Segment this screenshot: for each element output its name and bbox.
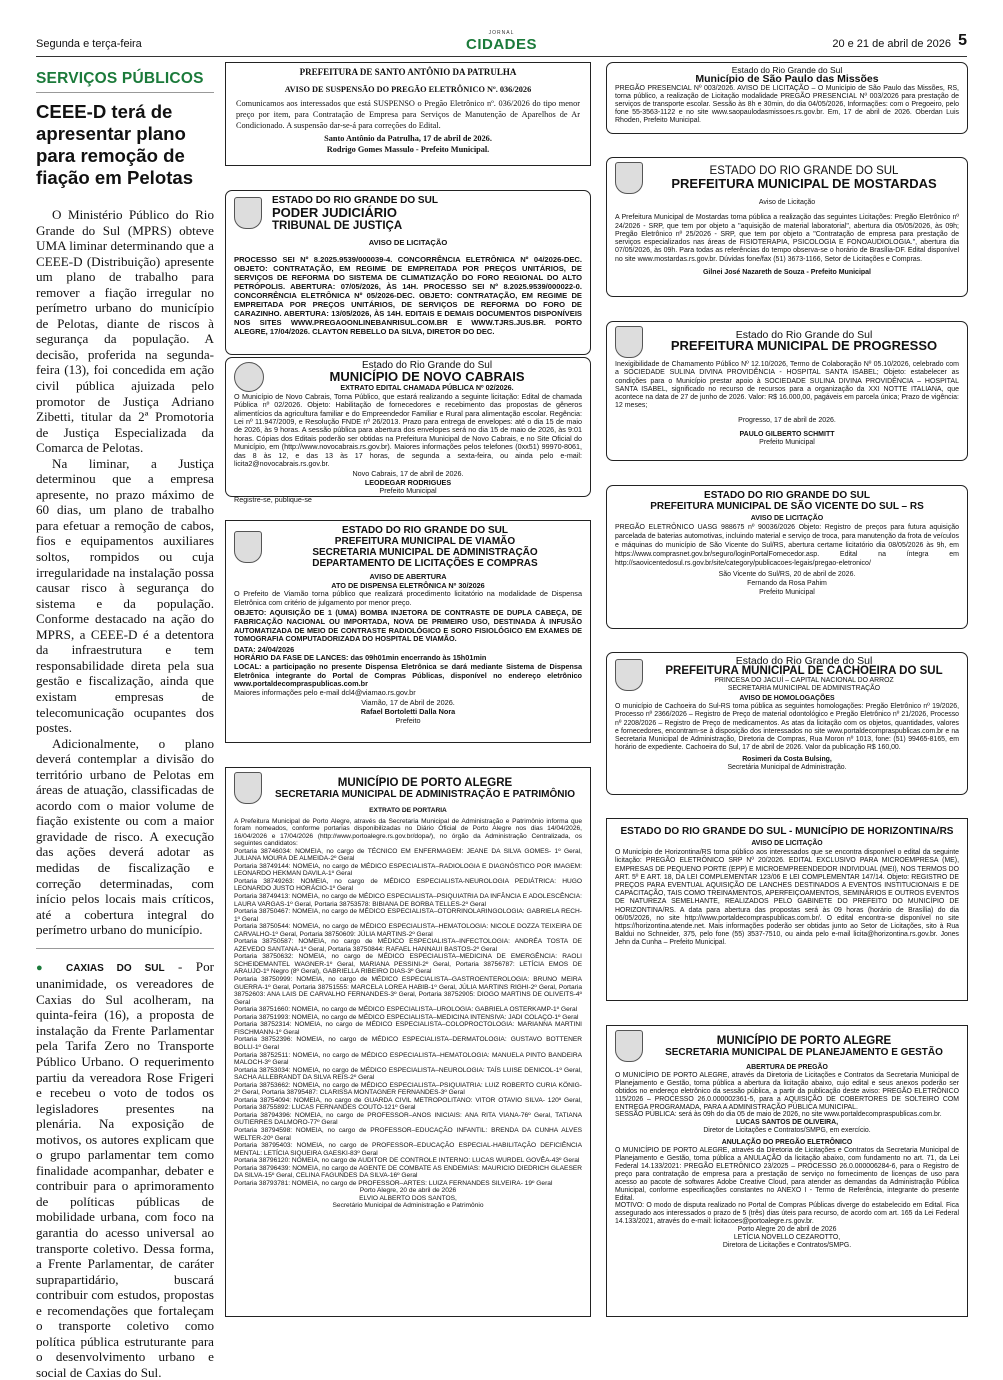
cachoeira-role: Secretária Municipal de Administração. <box>727 764 847 772</box>
poa-adm-intro: A Prefeitura Municipal de Porto Alegre, através da Secretaria Municipal de Administração e Patrimônio informa que foram nomeados, conforme portarias disponibilizadas no Diário Oficial de Porto Alegre nos dias 14/04/2026, 16/04/2026 e 17/04/2026 (http://www.portoalegre.rs.gov.br/dopa/), no órgão da Administração Centralizada, os seguintes candidatos: <box>234 817 582 848</box>
poa-plan-p3: MOTIVO: O modo de disputa realizado no Portal de Compras Públicas diverge do estabelecido em Edital. Fica assegurado aos interessados o prazo de 5 (três) dias úteis para recurso, de acordo com art. 165 da Lei Federal 14.133/2021, através do e-mail: licitacoes@portoalegre.rs.gov.br. <box>615 1202 959 1226</box>
brasao-cachoeira-icon <box>615 659 643 691</box>
article-paragraph-3: Adicionalmente, o plano deverá contemplar a divisão do território urbano de Pelotas em áreas de atuação, classificadas de acordo com o maior volume de fiação existente ou com a maior gravidade de risco. A execução das ações deverá adotar as medidas de fiscalização e correção determinadas, com início pelos locais mais críticos, até a cobertura integral do perímetro urbano do município. <box>36 735 214 938</box>
sao-vicente-title: PREFEITURA MUNICIPAL DE SÃO VICENTE DO SUL – RS <box>650 501 924 512</box>
santo-antonio-sign: Rodrigo Gomes Massulo - Prefeito Municipal. <box>326 145 490 154</box>
portaria-item: Portaria 38750999: NOMEIA, no cargo de MÉDICO ESPECIALISTA–GASTROENTEROLOGIA: BRUNO MEIRA GUERRA-1º Geral, Portaria 38751555: MARCELA LOREA HABIB-1º Geral, JÚLIA MARTINS RIGHI-2º Geral, Portaria 38752603: ANA LAIS DE CARVALHO FERNANDES-3º Geral, Portaria 38752905: DIOGO MARTINS DE OLIVEITS-4º Geral <box>234 976 582 1006</box>
ad-porto-alegre-planejamento <box>606 1025 968 1317</box>
poa-plan-place: Porto Alegre 20 de abril de 2026 <box>737 1226 837 1234</box>
portaria-item: Portaria 38749263: NOMEIA, no cargo de MÉDICO ESPECIALISTA-NEUROLOGIA PEDIÁTRICA: HUGO LEONARDO JUSTO HORÁCIO-1º Geral <box>234 877 582 893</box>
novo-cabrais-text: O Município de Novo Cabrais, Torna Público, que estará realizando a seguinte licitação: Edital de chamada Pública nº 02/2026. Objeto: Habilitação de fornecedores e recebimento das propostas de gêneros alimentícios da agricultura familiar e do Empreendedor Familiar e Rural para alimentação escolar. Regência: Lei nº 11.947/2009, e Resolução FNDE nº 26/2013. Prazo para entrega de envelopes: até o dia 15 de maio de 2026, às 9 horas. A sessão pública para abertura dos envelopes será no dia 15 de maio de 2026, às 9:01 horas. Cópias dos Editais poderão ser obtidas na Prefeitura Municipal de Novo Cabrais, e no Site Oficial do Município, em (http://www.novocabrais.rs.gov.br). Maiores informações pelos telefones (0xx51) 99970-8061, das 8 às 12, e das 13 às 17 horas, de segunda a sexta-feira, ou ainda pelo e-mail: licita2@novocabrais.rs.gov.br. <box>234 391 582 469</box>
poa-plan-r1: Diretor de Licitações e Contratos/SMPG, em exercício. <box>703 1127 871 1135</box>
viamao-state: ESTADO DO RIO GRANDE DO SUL <box>342 525 508 536</box>
article-column <box>36 70 214 1380</box>
viamao-data: DATA: 24/04/2026 <box>234 644 295 654</box>
viamao-departamento: DEPARTAMENTO DE LICITAÇÕES E COMPRAS <box>312 558 538 569</box>
poa-plan-h2: ANULAÇÃO DO PREGÃO ELETRÔNICO <box>721 1139 853 1147</box>
santo-antonio-title: PREFEITURA DE SANTO ANTÔNIO DA PATRULHA <box>299 67 517 77</box>
brasao-porto-alegre-icon <box>234 772 262 804</box>
cachoeira-sub3: AVISO DE HOMOLOGAÇÕES <box>739 695 835 703</box>
poa-plan-subtitle: SECRETARIA MUNICIPAL DE PLANEJAMENTO E GESTÃO <box>665 1046 943 1058</box>
portaria-item: Portaria 38751993: NOMEIA, no cargo de MÉDICO ESPECIALISTA–MEDICINA INTENSIVA: JADI COLAÇO-1º Geral <box>234 1013 579 1021</box>
poa-adm-sub2: EXTRATO DE PORTARIA <box>369 807 447 814</box>
ad-sao-paulo-missoes <box>606 62 968 134</box>
cachoeira-state: Estado do Rio Grande do Sul <box>735 655 873 667</box>
section-title: SERVIÇOS PÚBLICOS <box>36 70 204 87</box>
progresso-role: Prefeito Municipal <box>759 439 815 447</box>
caxias-paragraph <box>36 959 214 1380</box>
portaria-item: Portaria 38793781: NOMEIA, no cargo de PROFESSOR–ARTES: LUIZA FERNANDES SILVEIRA- 19º Geral <box>234 1179 553 1187</box>
portaria-item: Portaria 38794598: NOMEIA, no cargo de PROFESSOR–EDUCAÇÃO INFANTIL: BRENDA DA CUNHA ALVES WELTER-20º Geral <box>234 1126 582 1142</box>
mostardas-sign: Gilnei José Nazareth de Souza - Prefeito Municipal <box>702 269 872 277</box>
spm-title: Município de São Paulo das Missões <box>695 73 879 86</box>
sao-vicente-state: ESTADO DO RIO GRANDE DO SUL <box>704 490 870 501</box>
poa-plan-s1: LUCAS SANTOS DE OLIVEIRA, <box>735 1119 839 1127</box>
portaria-item: Portaria 38750587: NOMEIA, no cargo de MÉDICO ESPECIALISTA–INFECTOLOGIA: ANDRÉA TOSTA DE AZEVEDO SANTANA-1º Geral, Portaria 38750844: RAFAEL HANNAUI BASTOS-2º Geral <box>234 938 582 953</box>
viamao-text: O Prefeito de Viamão torna público que realizará procedimento licitatório na modalidade de Dispensa Eletrônica com critério de julgamento por menor preço. <box>234 589 582 607</box>
judiciario-subtitle: AVISO DE LICITAÇÃO <box>368 238 448 247</box>
portaria-item: Portaria 38794396: NOMEIA, no cargo de PROFESSOR–ANOS INICIAIS: ANA RITA VIANA-76º Geral, TATIANA GUTIERRES DALMORO-77º Geral <box>234 1111 582 1127</box>
poa-plan-p2: O MUNICÍPIO DE PORTO ALEGRE, através da Diretoria de Licitações e Contratos da Secretaria Municipal de Planejamento e Gestão, torna pública a ANULAÇÃO da licitação abaixo, com fundamento no art. 71, da Lei Federal 14.133/2021: PREGÃO ELETRÔNICO 23/2025 – PROCESSO 26.0.000006284-6, para o Registro de preço para contratação de empresa para a prestação de serviço no fornecimento de licenças de uso para acesso ao pacote de softwares Adobe Creative Cloud, para atender as demandas da Administração Pública Municipal, conforme especificações constantes no ANEXO I - Termo de Referência, integrante do presente Edital. <box>615 1147 959 1202</box>
santo-antonio-subtitle: AVISO DE SUSPENSÃO DO PREGÃO ELETRÔNICO Nº. 036/2026 <box>284 85 532 94</box>
logo-small-text: JORNAL <box>488 30 515 36</box>
article-paragraph-1: O Ministério Público do Rio Grande do Sul (MPRS) obteve UMA liminar determinando que a CEEE-D (Distribuição) apresente um plano de trabalho para remover a fiação irregular no perímetro urbano do município de Pelotas, diante de riscos à segurança da população. A decisão, proferida na segunda-feira (13), foi concedida em ação civil pública ajuizada pelo promotor de Justiça Adriano Zibetti, titular da 2ª Promotoria de Justiça Especializada da Comarca de Pelotas. <box>36 207 214 456</box>
header-days: Segunda e terça-feira <box>36 38 142 50</box>
santo-antonio-text: Comunicamos aos interessados que está SUSPENSO o Pregão Eletrônico nº. 036/2026 do tipo menor preço por item, para Contratação de Empresa para Serviços de Manutenção de Aparelhos de Ar Condicionado. A suspensão dar-se-á para correções do Edital. <box>236 99 580 130</box>
poa-plan-r2: Diretora de Licitações e Contratos/SMPG. <box>722 1241 852 1249</box>
novo-cabrais-role: Prefeito Municipal <box>379 486 437 496</box>
poa-plan-p1b: SESSÃO PÚBLICA: será às 09h do dia 05 de maio de 2026, no site www.portaldecompraspublicas.com.br. <box>615 1111 942 1119</box>
viamao-sign: Rafael Bortoletti Dalla Nora <box>360 706 456 716</box>
poa-adm-title: MUNICÍPIO DE PORTO ALEGRE <box>337 776 513 789</box>
viamao-horario: HORÁRIO DA FASE DE LANCES: das 09h01min encerrando às 15h01min <box>234 653 487 663</box>
ad-santo-antonio <box>225 62 591 166</box>
progresso-sign: PAULO GILBERTO SCHMITT <box>739 431 835 439</box>
portaria-item: Portaria 38752396: NOMEIA, no cargo de MÉDICO ESPECIALISTA–DERMATOLOGIA: GUSTAVO BOTTENER BOLLI-1º Geral <box>234 1036 582 1051</box>
portaria-item: Portaria 38795403: NOMEIA, no cargo de PROFESSOR–EDUCAÇÃO ESPECIAL-HABILITAÇÃO DEFICIÊNCIA MENTAL: LETÍCIA SIQUEIRA GAESKI-83º Geral <box>234 1142 582 1157</box>
sao-vicente-role: Prefeito Municipal <box>759 589 815 596</box>
viamao-place: Viamão, 17 de Abril de 2026. <box>361 698 455 708</box>
portaria-item: Portaria 38751660: NOMEIA, no cargo de MÉDICO ESPECIALISTA–UROLOGIA: GABRIELA OSTERKAMP-1º Geral <box>234 1006 578 1014</box>
judiciario-state: ESTADO DO RIO GRANDE DO SUL <box>272 195 438 206</box>
novo-cabrais-date: Novo Cabrais, 17 de abril de 2026. <box>352 469 464 479</box>
viamao-sub1: AVISO DE ABERTURA <box>369 572 447 581</box>
poa-adm-role: Secretário Municipal de Administração e Patrimônio <box>332 1202 484 1210</box>
portaria-item: Portaria 38752314: NOMEIA, no cargo de MÉDICO ESPECIALISTA–COLOPROCTOLOGIA: MARIANNA MARTINI FISCHMANN-1º Geral <box>234 1021 582 1036</box>
poa-adm-portarias-list <box>234 848 582 1188</box>
sao-vicente-sign: Fernando da Rosa Pahim <box>747 580 827 587</box>
ad-horizontina <box>606 818 968 1001</box>
judiciario-poder: PODER JUDICIÁRIO <box>272 205 397 220</box>
novo-cabrais-state: Estado do Rio Grande do Sul <box>361 360 493 371</box>
viamao-objeto: OBJETO: AQUISIÇÃO DE 1 (UMA) BOMBA INJETORA DE CONTRASTE DE DUPLA CABEÇA, DE FABRICAÇÃO NACIONAL OU IMPORTADA, NOVA DE PRIMEIRO USO, DESTINADA À INFUSÃO AUTOMATIZADA DE MEIO DE CONTRASTE RADIOLÓGICO E SORO FISIOLÓGICO EM EXAMES DE TOMOGRAFIA COMPUTADORIZADA DO HOSPITAL DE VIAMÃO. <box>234 608 582 644</box>
progresso-place: Progresso, 17 de abril de 2026. <box>738 416 836 424</box>
ad-cachoeira <box>606 652 968 795</box>
mostardas-text: A Prefeitura Municipal de Mostardas torna pública a realização das seguintes Licitações: Pregão Eletrônico nº 24/2026 - SRP, que tem por objeto a "aquisição de material laboratorial", abertura dia 05/05/2026, às 09h; Pregão Eletrônico nº 25/2026 - SRP, que tem por objeto a "Contratação de empresa para prestação de serviços especializados nas áreas de FISIOTERAPIA, PSICOLOGIA E FONOAUDIOLOGIA.", abertura dia 07/05/2026, às 09h. Para todas as referências do tempo observa-se o horário de Brasília-DF. Edital disponível no site www.mostardas.rs.gov.br. Dúvidas fone/fax (51) 3673-1166, Setor de Licitações e Compras. <box>615 214 959 263</box>
ad-progresso <box>606 321 968 461</box>
portaria-item: Portaria 38796439: NOMEIA, no cargo de AGENTE DE COMBATE AS ENDEMIAS: MAURICIO DIEDRICH GLAESER DA SILVA-15º Geral, CELINA FAGUNDES DA SILVA-16º Geral <box>234 1164 582 1180</box>
brasao-novo-cabrais-icon <box>234 362 264 392</box>
brasao-viamao-icon <box>234 531 262 563</box>
sao-vicente-sub: AVISO DE LICITAÇÃO <box>750 515 824 522</box>
cachoeira-text: O município de Cachoeira do Sul-RS torna pública as seguintes homologações: Pregão Eletrônico nº 19/2026, Processo nº 2366/2026 – Registro de Preço de material odontológico e Pregão Eletrônico nº 21/2026, Processo nº 2208/2026 – Registro de Preço de medicamentos. As atas da licitação com os objetos, quantidades, valores e fornecedores, encontram-se à disposição dos interessados no site www.portaldecompraspublicas.com.br e na Secretaria Municipal de Administração, Diretoria de Compras, Rua Moron nº 1013, fone: (51) 99465-8165, em horário de expediente. Cachoeira do Sul, 17 de abril de 2026. Valor da publicação R$ 160,00. <box>615 703 959 751</box>
header-date: 20 e 21 de abril de 2026 <box>832 38 951 50</box>
logo-text: CIDADES <box>465 36 538 53</box>
portaria-item: Portaria 38749144: NOMEIA, no cargo de MÉDICO ESPECIALISTA–RADIOLOGIA E DIAGNÓSTICO POR IMAGEM: LEONARDO HEKMAN DAVILA-1º Geral <box>234 862 582 878</box>
viamao-sub2: ATO DE DISPENSA ELETRÔNICA Nº 30/2026 <box>331 580 485 590</box>
novo-cabrais-subtitle: EXTRATO EDITAL CHAMADA PÚBLICA Nº 02/2026. <box>340 383 514 393</box>
newspaper-logo <box>466 30 537 53</box>
article-paragraph-2: Na liminar, a Justiça determinou que a empresa apresente, no prazo máximo de 60 dias, um plano de trabalho para efetuar a remoção de cabos, fios e equipamentos auxiliares soltos, rompidos ou cuja irregularidade na instalação possa causar risco à segurança do sistema e da população. Conforme destacado na ação do MPRS, a CEEE-D é a detentora da infraestrutura e tem responsabilidade direta pela sua gestão e fiscalização, ainda que existam empresas de telecomunicação ocupantes dos postes. <box>36 455 214 736</box>
ad-judiciario <box>225 190 591 355</box>
viamao-secretaria: SECRETARIA MUNICIPAL DE ADMINISTRAÇÃO <box>312 547 538 558</box>
novo-cabrais-footer: Registre-se, publique-se <box>234 494 312 504</box>
judiciario-tribunal: TRIBUNAL DE JUSTIÇA <box>272 220 403 232</box>
ad-sao-vicente <box>606 485 968 629</box>
novo-cabrais-sign: LEODEGAR RODRIGUES <box>364 477 452 487</box>
caxias-text: - Por unanimidade, os vereadores de Caxias do Sul acolheram, na quinta-feira (16), a proposta de instalação da Frente Parlamentar pela Tarifa Zero no Transporte Público Urbano. O requerimento partiu da vereadora Rose Frigeri e recebeu o voto de todos os legisladores presentes na plenária. Na exposição de motivos, os autores explicam que o grupo parlamentar tem como finalidade acompanhar, debater e contribuir para o aprimoramento de políticas públicas de mobilidade urbana, com foco na garantia do acesso universal ao transporte coletivo. Dessa forma, a Frente Parlamentar, de caráter suprapartidário, buscará contribuir com estudos, propostas e recomendações que fortaleçam o transporte coletivo como política pública estruturante para o desenvolvimento urbano e social de Caxias do Sul. <box>36 958 214 1380</box>
poa-adm-place: Porto Alegre, 20 de abril de 2026 <box>359 1187 457 1195</box>
sao-vicente-text: PREGÃO ELETRÔNICO UASG 988675 nº 90036/2026 Objeto: Registro de preços para futura aquisição parcelada de baterias automotivas, incluindo material e serviço de troca, para manutenção da frota de veículos e máquinas do município de São Vicente do Sul/RS, abertura certame licitatório dia 08/05/2026 às 9h, em https://www.comprasnet.gov.br/seguro/loginPortalFornecedor.asp. Edital na íntegra em http://saovicentedosul.rs.gov.br/site/category/publicacoes-legais/pregao-eletronico/ <box>615 524 959 567</box>
poa-adm-sign: ELVIO ALBERTO DOS SANTOS, <box>359 1194 457 1202</box>
article-body <box>36 207 214 1380</box>
portaria-item: Portaria 38750544: NOMEIA, no cargo de MÉDICO ESPECIALISTA–HEMATOLOGIA: NICOLE DOZZA TEIXEIRA DE CARVALHO-1º Geral, Portaria 38750609: JÚLIA MARTINS-2º Geral <box>234 923 582 938</box>
poa-plan-title: MUNICÍPIO DE PORTO ALEGRE <box>716 1034 892 1047</box>
portaria-item: Portaria 38750632: NOMEIA, no cargo de MÉDICO ESPECIALISTA–MEDICINA DE EMERGÊNCIA: RAOLI SCHEIDEMANTEL WAGNER-1º Geral, MARIANA PESSINI-2º Geral, Portaria 38756787: LETÍCIA EMOS DE ARAUJO-1º Negro (8º Geral), GABRIELLA RIBEIRO DIAS-3º Geral <box>234 953 582 976</box>
caxias-location: CAXIAS DO SUL <box>65 962 165 974</box>
cachoeira-sub2: SECRETARIA MUNICIPAL DE ADMINISTRAÇÃO <box>727 685 881 693</box>
brasao-porto-alegre-2-icon <box>615 1030 643 1062</box>
ad-mostardas <box>606 157 968 297</box>
portaria-item: Portaria 38746034: NOMEIA, no cargo de TÉCNICO EM ENFERMAGEM: JEANE DA SILVA GOMES- 1º Geral, JULIANA MOURA DE ALMEIDA-2º Geral <box>234 847 582 863</box>
portaria-item: Portaria 38750467: NOMEIA, no cargo de MÉDICO ESPECIALISTA–OTORRINOLARINGOLOGIA: GABRIELA RECH-1º Geral <box>234 908 582 923</box>
spm-text: PREGÃO PRESENCIAL Nº 003/2026. AVISO DE LICITAÇÃO – O Município de São Paulo das Missões, RS, torna público, a realização de Licitação modalidade PREGÃO PRESENCIAL Nº 003/2026 para prestação de serviços de transporte escolar. Sessão às 8h e 30min, do dia 04/05/2026, Informações: com o Pregoeiro, pelo fone 55-3563-1122 e no site www.saopaulodasmissoes.rs.gov.br. Em, 17 de abril de 2026. Oberdan Luis Rhoden, Prefeito Municipal. <box>615 85 959 125</box>
article-divider <box>36 948 214 949</box>
progresso-title: PREFEITURA MUNICIPAL DE PROGRESSO <box>670 338 938 354</box>
ad-porto-alegre-administracao <box>225 767 591 1317</box>
brasao-mostardas-icon <box>615 162 643 194</box>
poa-adm-subtitle: SECRETARIA MUNICIPAL DE ADMINISTRAÇÃO E PATRIMÔNIO <box>275 788 575 800</box>
article-headline: CEEE-D terá de apresentar plano para remoção de fiação em Pelotas <box>36 101 194 188</box>
horizontina-title: ESTADO DO RIO GRANDE DO SUL - MUNICÍPIO DE HORIZONTINA/RS <box>620 826 954 837</box>
poa-plan-h1: ABERTURA DE PREGÃO <box>746 1064 828 1071</box>
horizontina-sub: AVISO DE LICITAÇÃO <box>751 840 823 847</box>
progresso-text: Inexigibilidade de Chamamento Público Nº 12.10/2026, Termo de Colaboração Nº 05.10/2026, celebrado com a SOCIEDADE SULINA DIVINA PROVIDÊNCIA - HOSPITAL SANTA ISABEL; Objeto: estabelecer as condições para o Município prestar apoio à SOCIEDADE SULINA DIVINA PROVIDÊNCIA – HOSPITAL SANTA ISABEL, significado no recurso de recursos para a organização da XXI NOTTE ITALIANA, que acontece na data de 27 de junho de 2026. Valor: R$ 16.000,00, pagáveis em parcela única; Prazo de vigência: 12 meses; <box>615 361 959 410</box>
section-rule <box>36 92 214 93</box>
viamao-prefeitura: PREFEITURA MUNICIPAL DE VIAMÃO <box>334 536 516 547</box>
ad-novo-cabrais <box>225 357 591 504</box>
page-number: 5 <box>958 32 967 49</box>
brasao-rs-icon <box>234 197 262 229</box>
viamao-info: Maiores informações pelo e-mail dcl4@viamao.rs.gov.br <box>234 687 416 697</box>
progresso-state: Estado do Rio Grande do Sul <box>735 328 873 341</box>
portaria-item: Portaria 38753034: NOMEIA, no cargo de MÉDICO ESPECIALISTA–NEUROLOGIA: TAÍS LUISE DENICOL-1º Geral, SACHA ALLEBRANDT DA SILVA REIS-2º Geral <box>234 1066 582 1082</box>
portaria-item: Portaria 38754094: NOMEIA, no cargo de GUARDA CIVIL METROPOLITANO: VITOR OTAVIO SILVA- 120º Geral, Portaria 38755892: LUCAS FERNANDES COUTO-121º Geral <box>234 1096 582 1112</box>
santo-antonio-place: Santo Antônio da Patrulha, 17 de abril de 2026. <box>324 134 492 143</box>
page-header <box>36 30 967 57</box>
poa-plan-s2: LETÍCIA NOVELLO CEZAROTTO, <box>733 1234 841 1242</box>
portaria-item: Portaria 38749413: NOMEIA, no cargo de MÉDICO ESPECIALISTA–PSIQUIATRIA DA INFÂNCIA E ADOLESCÊNCIA: LAURA VARGAS-1º Geral, Portaria 38753578: BIBIANA DE BORBA TELLES-2º Geral <box>234 893 582 908</box>
judiciario-text: PROCESSO SEI Nº 8.2025.9539/000039-4. CONCORRÊNCIA ELETRÔNICA Nº 04/2026-DEC. OBJETO: CONTRATAÇÃO, EM REGIME DE EMPREITADA POR PREÇOS UNITÁRIOS, DE SERVIÇOS DE REFORMA DO SISTEMA DE CLIMATIZAÇÃO DO FORO REGIONAL DO ALTO PETRÓPOLIS. ABERTURA: 07/05/2026, ÀS 14H. PROCESSO SEI Nº 8.2025.9539/000022-0. CONCORRÊNCIA ELETRÔNICA Nº 05/2026-DEC. OBJETO: CONTRATAÇÃO, EM REGIME DE EMPREITADA POR PREÇOS UNITÁRIOS, DE SERVIÇOS DE REFORMA DO FORO DE CARAZINHO. ABERTURA: 13/05/2026, ÀS 14H. EDITAIS E DEMAIS DOCUMENTOS DISPONÍVEIS NOS SITES WWW.PREGAOONLINEBANRISUL.COM.BR E WWW.TJRS.JUS.BR. PORTO ALEGRE, 17/04/2026. CLAYTON REBELLO DA SILVA, DIRETOR DO DEC. <box>234 255 582 336</box>
portaria-item: Portaria 38753662: NOMEIA, no cargo de MÉDICO ESPECIALISTA–PSIQUIATRIA: LUIZ ROBERTO CURIA KÖNIG-2º Geral, Portaria 38795487: CLARISSA MONTAGNER FERNANDES-3º Geral <box>234 1081 582 1097</box>
ad-viamao <box>225 520 591 743</box>
horizontina-text: O Município de Horizontina/RS torna público aos interessados que se encontra disponível o edital da seguinte licitação: PREGÃO ELETRÔNICO SRP Nº 20/2026. EDITAL EXCLUSIVO PARA MICROEMPRESA (ME), EMPRESAS DE PEQUENO PORTE (EPP) E MICROEMPREENDEDOR INDIVIDUAL (MEI), NOS TERMOS DO ART. 5º E ART. 18, DA LEI COMPLEMENTAR 123/06 E LEI COMPLEMENTAR 147/14. Objeto: REGISTRO DE PREÇOS PARA EVENTUAL AQUISIÇÃO DE LANCHES DESTINADOS A EVENTOS INSTITUCIONAIS E DE CAPACITAÇÃO, TAIS COMO TREINAMENTOS, APERFEIÇOAMENTOS, SEMINÁRIOS E OUTROS EVENTOS DE NATUREZA SEMELHANTE, REALIZADOS PELO GABINETE DO PREFEITO DO MUNICÍPIO DE HORIZONTINA/RS. A data para abertura das propostas será às 09 horas (horário de Brasília) do dia 06/05/2026, no site http://www.portaldecompraspublicas.com.br/. O edital encontra-se disponível no site https://horizontina.atende.net. Mais informações poderão ser obtidas junto ao Setor de Licitações, sito à Rua Baldui no Schneider, 375, pelo fone (55) 3537-7510, ou ainda pelo e-mail licita@horizontina.rs.gov.br. Jones Jehn da Cunha – Prefeito Municipal. <box>615 849 959 947</box>
novo-cabrais-title: MUNICÍPIO DE NOVO CABRAIS <box>329 369 525 385</box>
location-pin-icon: ● <box>36 961 66 974</box>
poa-plan-p1: O MUNICÍPIO DE PORTO ALEGRE, através da Diretoria de Licitações e Contratos da Secretaria Municipal de Planejamento e Gestão, torna pública a abertura da licitação abaixo, cujo edital e seus anexos poderão ser obtidos no endereço eletrônico da sessão pública, a partir da publicação deste aviso: PREGÃO ELETRÔNICO 115/2026 – PROCESSO 26.0.000002361-5, para a AQUISIÇÃO DE COBERTORES DE SOLTEIRO COM ENTREGA PROGRAMADA, PARA A ADMINISTRAÇÃO PÚBLICA MUNICIPAL. <box>615 1071 959 1111</box>
viamao-local: LOCAL: a participação no presente Dispensa Eletrônica se dará mediante Sistema de Dispensa Eletrônica integrante do Portal de Compras Públicas, disponível no endereço eletrônico www.portaldecompraspublicas.com.br <box>234 661 582 689</box>
mostardas-sub: Aviso de Licitação <box>758 199 816 206</box>
viamao-role: Prefeito <box>395 715 421 725</box>
cachoeira-sub1: PRINCESA DO JACUÍ – CAPITAL NACIONAL DO ARROZ <box>714 677 894 685</box>
mostardas-state: ESTADO DO RIO GRANDE DO SUL <box>709 165 899 177</box>
cachoeira-sign: Rosimeri da Costa Bulsing, <box>742 755 832 763</box>
brasao-progresso-icon <box>615 326 643 358</box>
spm-state: Estado do Rio Grande do Sul <box>731 65 843 75</box>
cachoeira-title: PREFEITURA MUNICIPAL DE CACHOEIRA DO SUL <box>665 665 943 678</box>
sao-vicente-place: São Vicente do Sul/RS, 20 de abril de 2026. <box>718 571 856 578</box>
mostardas-title: PREFEITURA MUNICIPAL DE MOSTARDAS <box>671 176 937 191</box>
portaria-item: Portaria 38796120: NOMEIA, no cargo de AUDITOR DE CONTROLE INTERNO: LUCAS WURDEL GOVÊA-43º Geral <box>234 1157 580 1165</box>
portaria-item: Portaria 38752511: NOMEIA, no cargo de MÉDICO ESPECIALISTA–HEMATOLOGIA: MANUELA PINTO BANDEIRA MALOCH-3º Geral <box>234 1051 582 1067</box>
